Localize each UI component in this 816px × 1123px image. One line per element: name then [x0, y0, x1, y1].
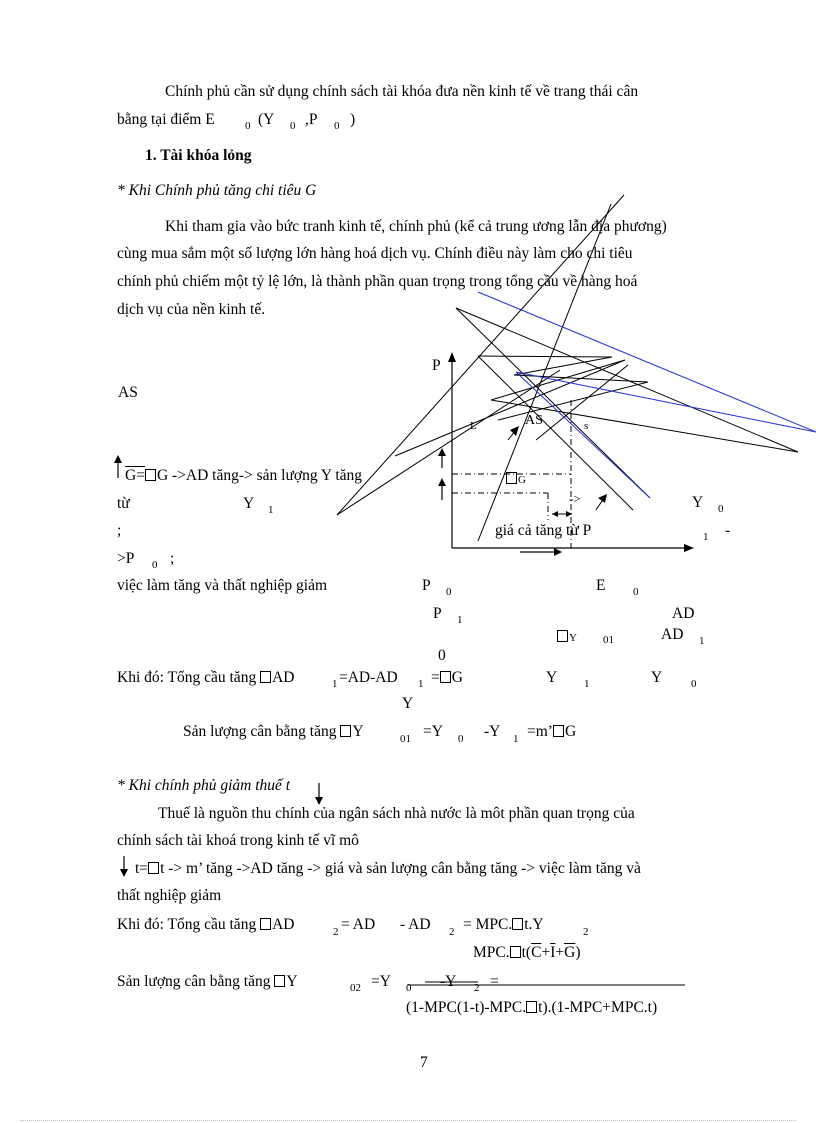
demand-g-c: =AD-AD	[339, 669, 398, 686]
p0-semicolon: ;	[170, 550, 175, 567]
graph-y1-label: Y	[546, 669, 558, 686]
graph-p0-label: P	[422, 577, 431, 594]
graph-l-label: L	[470, 420, 477, 432]
demand-t-e: = MPC. t.Y	[463, 916, 544, 933]
page-number: 7	[420, 1054, 428, 1071]
case-g-para-3: chính phủ chiếm một tỷ lệ lớn, là thành phần quan trọng trong tổng cầu về hàng hoá	[117, 273, 638, 290]
graph-p1-label: P	[433, 605, 442, 622]
demand-t-d: - AD	[400, 916, 431, 933]
demand-t-sub3: 2	[583, 926, 589, 938]
demand-t-c: = AD	[341, 916, 376, 933]
graph-e0-label: E	[596, 577, 606, 594]
output-g-sub3: 1	[513, 733, 519, 745]
g-increase-line: G= G ->AD tăng-> sản lượng Y tăng	[125, 467, 363, 484]
case-t-para-2: chính sách tài khoá trong kinh tế vĩ mô	[117, 832, 359, 849]
case-t-chain-end: thất nghiệp giảm	[117, 887, 222, 904]
output-t-sub1: 02	[350, 982, 361, 994]
p-axis-arrow	[448, 352, 456, 362]
y1-left-sub: 1	[268, 504, 274, 516]
case-g-para-4: dịch vụ của nền kinh tế.	[117, 301, 266, 318]
graph-p0-sub: 0	[446, 586, 452, 598]
intro-close: )	[350, 111, 356, 128]
tu-label: từ	[117, 495, 130, 512]
demand-g-sub1: 1	[332, 678, 338, 690]
output-t-e: =	[490, 973, 499, 990]
graph-e0-sub: 0	[633, 586, 639, 598]
graph-dy01-sub: 01	[603, 634, 614, 646]
graph-ad1-sub: 1	[699, 635, 705, 647]
demand-t-numerator: MPC. $t(\overline{C}+\overline{I}+\overline{G})$	[473, 944, 581, 961]
graph-p-axis-label: P	[432, 357, 441, 374]
y-axis-arrow	[684, 544, 694, 552]
intro-line-2: bằng tại điểm E	[117, 111, 215, 128]
graph-origin: 0	[438, 647, 446, 664]
price-text: giá cả tăng từ P	[495, 522, 592, 539]
graph-p1-sub: 1	[457, 614, 463, 626]
intro-sub-p0: 0	[334, 120, 340, 132]
graph-y0-sub: 0	[691, 678, 697, 690]
case-g-para-1: Khi tham gia vào bức tranh kinh tế, chính phủ (kể cả trung ương lẫn địa phương)	[165, 218, 667, 235]
output-g-line: Sản lượng cân bằng tăng Y	[183, 723, 364, 740]
p0-line-sub: 0	[152, 559, 158, 571]
graph-dg-label: G	[506, 472, 526, 486]
intro-line-1: Chính phủ cần sử dụng chính sách tài khóa đưa nền kinh tế về trang thái cân	[165, 83, 639, 100]
price-dash: -	[725, 522, 731, 539]
graph-arrow-text: ->	[569, 491, 581, 506]
output-g-d: -Y	[484, 723, 501, 740]
jobs-line: việc làm tăng và thất nghiệp giảm	[117, 577, 328, 594]
output-t-d: -Y	[440, 973, 457, 990]
intro-y0: (Y	[258, 111, 275, 128]
graph-as-label: AS	[118, 384, 138, 401]
curve-as-right	[478, 204, 611, 541]
output-g-sub2: 0	[458, 733, 464, 745]
output-t-sub2: 0	[406, 982, 412, 994]
case-t-para-1: Thuế là nguồn thu chính của ngân sách nhà nước là môt phần quan trọng của	[158, 805, 635, 822]
intro-sub-y0: 0	[290, 120, 296, 132]
output-g-sub1: 01	[400, 733, 411, 745]
output-t-c: =Y	[371, 973, 391, 990]
demand-t-line: Khi đó: Tổng cầu tăng AD	[117, 916, 295, 933]
demand-g-d: = G	[431, 669, 463, 686]
graph-s-label: s	[584, 420, 589, 432]
graph-ad1-label: AD	[661, 626, 684, 643]
graph-ad-label: AD	[672, 605, 695, 622]
demand-t-sub2: 2	[449, 926, 455, 938]
intro-p0: ,P	[305, 111, 318, 128]
graph-y0-right-sub: 0	[718, 503, 724, 515]
price-sub: 1	[703, 531, 709, 543]
graph-y0-label: Y	[651, 669, 663, 686]
case-t-chain: t= t -> m’ tăng ->AD tăng -> giá và sản lượng cân bằng tăng -> việc làm tăng và	[135, 860, 641, 877]
section-heading: 1. Tài khóa lỏng	[145, 147, 252, 164]
intro-sub-e0: 0	[245, 120, 251, 132]
demand-g-line: Khi đó: Tổng cầu tăng AD	[117, 669, 295, 686]
case-g-title: * Khi Chính phủ tăng chi tiêu G	[117, 182, 317, 199]
case-g-para-2: cùng mua sắm một số lượng lớn hàng hoá dịch vụ. Chính điều này làm cho chi tiêu	[117, 245, 633, 262]
output-t-denominator: (1-MPC(1-t)-MPC. t).(1-MPC+MPC.t)	[406, 999, 658, 1016]
case-t-title: * Khi chính phủ giảm thuế t	[117, 777, 291, 794]
graph-as-inside-label: AS	[525, 413, 543, 428]
output-g-e: =m’ G	[527, 723, 577, 740]
curve-as-left	[337, 195, 624, 515]
output-g-c: =Y	[423, 723, 443, 740]
graph-y-axis-label: Y	[402, 695, 414, 712]
footer-divider	[20, 1120, 796, 1121]
output-t-sub3: 2	[474, 982, 480, 994]
y1-left: Y	[243, 495, 255, 512]
graph-dy01-label: Y	[557, 630, 577, 644]
demand-t-sub1: 2	[333, 926, 339, 938]
output-t-line: Sản lượng cân bằng tăng Y	[117, 973, 298, 990]
p0-line: >P	[117, 550, 135, 567]
graph-y0-right: Y	[692, 494, 704, 511]
demand-g-sub2: 1	[418, 678, 424, 690]
semicolon-1: ;	[117, 522, 122, 539]
graph-y1-sub: 1	[584, 678, 590, 690]
